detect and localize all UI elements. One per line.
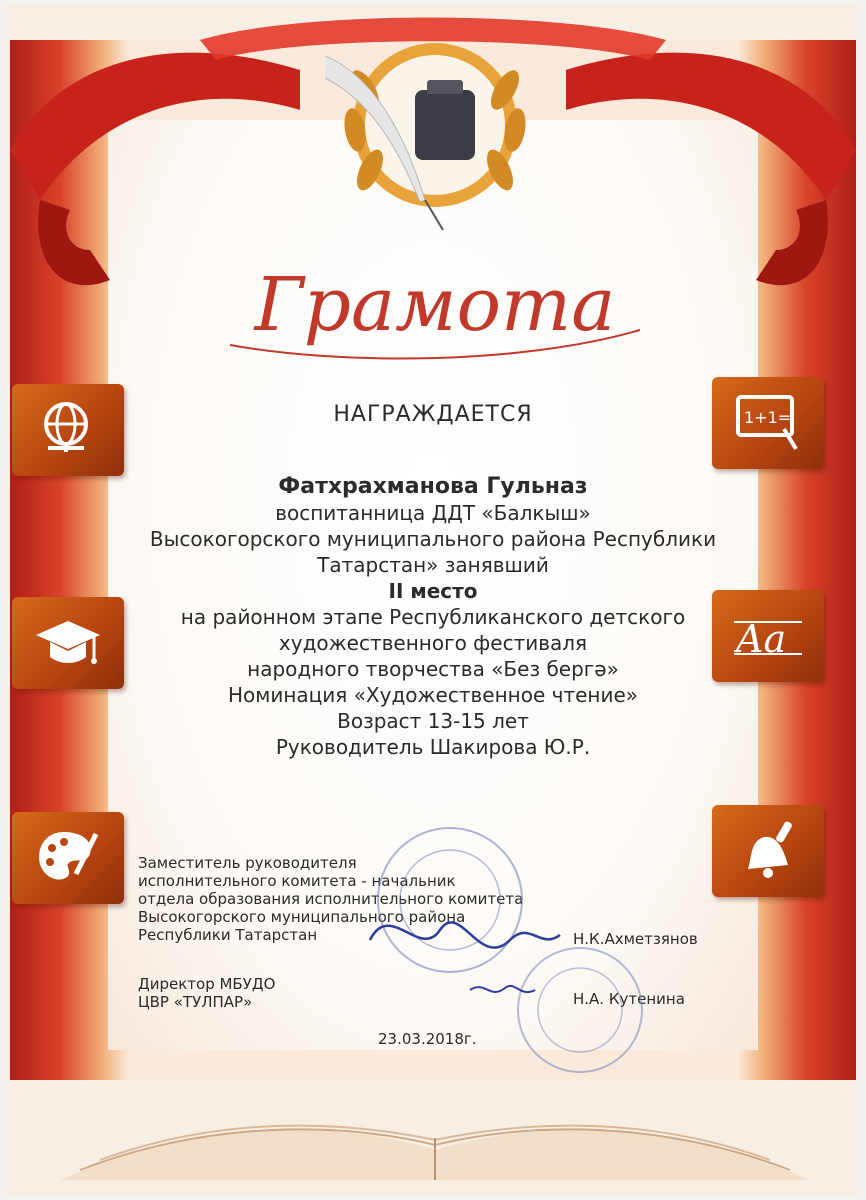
blackboard-tile [712, 377, 824, 469]
description-line: воспитанница ДДТ «Балкыш» [275, 501, 591, 525]
svg-text:Aa: Aa [736, 617, 787, 661]
graduation-cap-tile [12, 597, 124, 689]
blackboard-icon [734, 389, 802, 457]
second-handwritten-signature [470, 986, 535, 992]
certificate-title-text: Грамота [254, 262, 616, 348]
awarded-label: НАГРАЖДАЕТСЯ [333, 402, 533, 427]
description-line: Высокогорского муниципального района Республики [149, 527, 717, 551]
position-line: ЦВР «ТУЛПАР» [138, 993, 253, 1011]
letters-icon [734, 602, 802, 670]
position-line: Республики Татарстан [138, 926, 318, 944]
position-line: отдела образования исполнительного комитета [138, 890, 524, 908]
certificate-title [220, 235, 650, 375]
bell-icon [734, 817, 802, 885]
position-line: Заместитель руководителя [138, 854, 357, 872]
recipient-name: Фатхрахманова Гульназ [278, 474, 588, 499]
palette-tile [12, 812, 124, 904]
nomination-line: Номинация «Художественное чтение» [227, 683, 639, 707]
place-line: II место [388, 579, 478, 603]
first-signatory-name: Н.К.Ахметзянов [573, 930, 698, 948]
supervisor-line: Руководитель Шакирова Ю.Р. [275, 735, 591, 759]
description-line: народного творчества «Без бергә» [247, 657, 619, 681]
position-line: Высокогорского муниципального района [138, 908, 466, 926]
palette-icon [34, 824, 102, 892]
open-book-decoration [40, 1050, 830, 1190]
globe-icon [34, 396, 102, 464]
description-line: художественного фестиваля [278, 631, 588, 655]
globe-tile [12, 384, 124, 476]
position-line: исполнительного комитета - начальник [138, 872, 456, 890]
first-handwritten-signature [370, 922, 560, 947]
letters-tile [712, 590, 824, 682]
position-line: Директор МБУДО [138, 975, 276, 993]
svg-text:1+1=: 1+1= [744, 408, 792, 427]
second-signatory-position [138, 975, 275, 1011]
award-description [110, 500, 756, 760]
age-line: Возраст 13-15 лет [337, 709, 529, 733]
quill-inkwell-emblem [325, 30, 545, 230]
second-signatory-name: Н.А. Кутенина [573, 990, 685, 1008]
issue-date: 23.03.2018г. [378, 1030, 477, 1048]
description-line: Татарстан» занявший [317, 553, 549, 577]
graduation-cap-icon [34, 609, 102, 677]
bell-tile [712, 805, 824, 897]
description-line: на районном этапе Республиканского детского [180, 605, 686, 629]
